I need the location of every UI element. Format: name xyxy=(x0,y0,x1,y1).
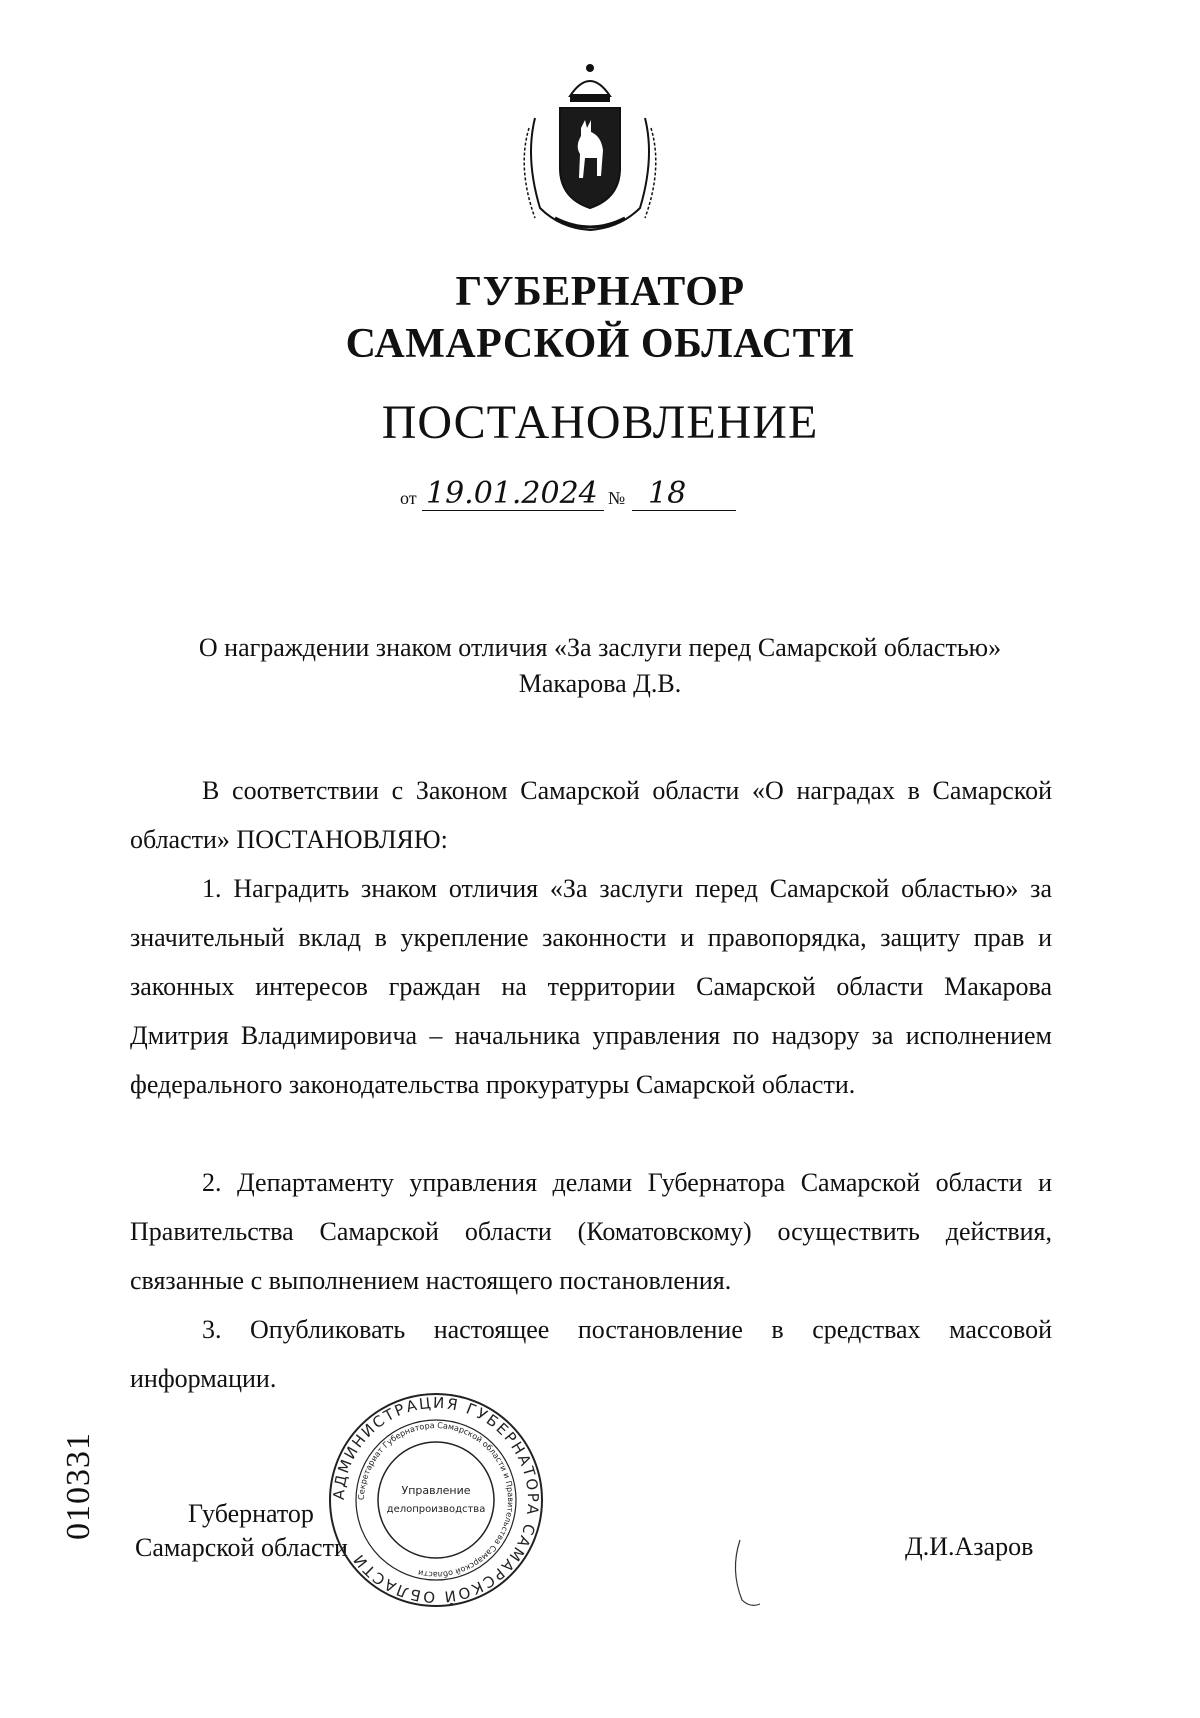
side-registration-number: 010331 xyxy=(60,1432,97,1540)
item-1-paragraph: 1. Наградить знаком отличия «За заслуги перед Самарской областью» за значительный вклад в укрепление законности и правопорядка, защиту прав и законных интересов граждан на территории Самарской области Макарова Дмитрия Владимировича – начальника управления по надзору за исполнением федерального законодательства прокуратуры Самарской области. xyxy=(130,874,1052,1099)
subject-line1: О награждении знаком отличия «За заслуги перед Самарской областью» xyxy=(198,633,1002,662)
signature-name: Д.И.Азаров xyxy=(905,1532,1034,1561)
stamp-center-line1: Управление xyxy=(401,1484,471,1497)
date-number-line xyxy=(400,475,820,515)
official-stamp xyxy=(326,1390,546,1610)
document-type: ПОСТАНОВЛЕНИЕ xyxy=(381,396,819,449)
stamp-outer-text: АДМИНИСТРАЦИЯ ГУБЕРНАТОРА САМАРСКОЙ ОБЛАСТИ xyxy=(329,1393,543,1607)
signature-scribble xyxy=(720,1520,780,1610)
number-prefix: № xyxy=(608,488,626,508)
date-handwritten: 19.01.2024 xyxy=(426,476,598,511)
signature-position-line2: Самарской области xyxy=(135,1533,348,1562)
svg-text:Секретариат Губернатора Самарс xyxy=(357,1421,515,1579)
number-handwritten: 18 xyxy=(648,476,687,511)
date-prefix: от xyxy=(400,488,417,508)
item-3-paragraph: 3. Опубликовать настоящее постановление в средствах массовой информации. xyxy=(130,1315,1052,1393)
stamp-center-line2: делопроизводства xyxy=(386,1504,486,1515)
item-2-paragraph: 2. Департаменту управления делами Губернатора Самарской области и Правительства Самарской области (Коматовскому) осуществить действия, связанные с выполнением настоящего постановления. xyxy=(130,1168,1052,1295)
signature-position-line1: Губернатор xyxy=(188,1499,314,1528)
subject-line2: Макарова Д.В. xyxy=(518,669,682,698)
intro-paragraph: В соответствии с Законом Самарской области «О наградах в Самарской области» ПОСТАНОВЛЯЮ: xyxy=(130,776,1052,854)
coat-of-arms-emblem xyxy=(515,58,665,238)
issuer-title-line1: ГУБЕРНАТОР xyxy=(455,269,745,315)
issuer-title-line2: САМАРСКОЙ ОБЛАСТИ xyxy=(345,321,855,367)
stamp-middle-text: Секретариат Губернатора Самарской области и Правительства Самарской области xyxy=(356,1420,516,1580)
